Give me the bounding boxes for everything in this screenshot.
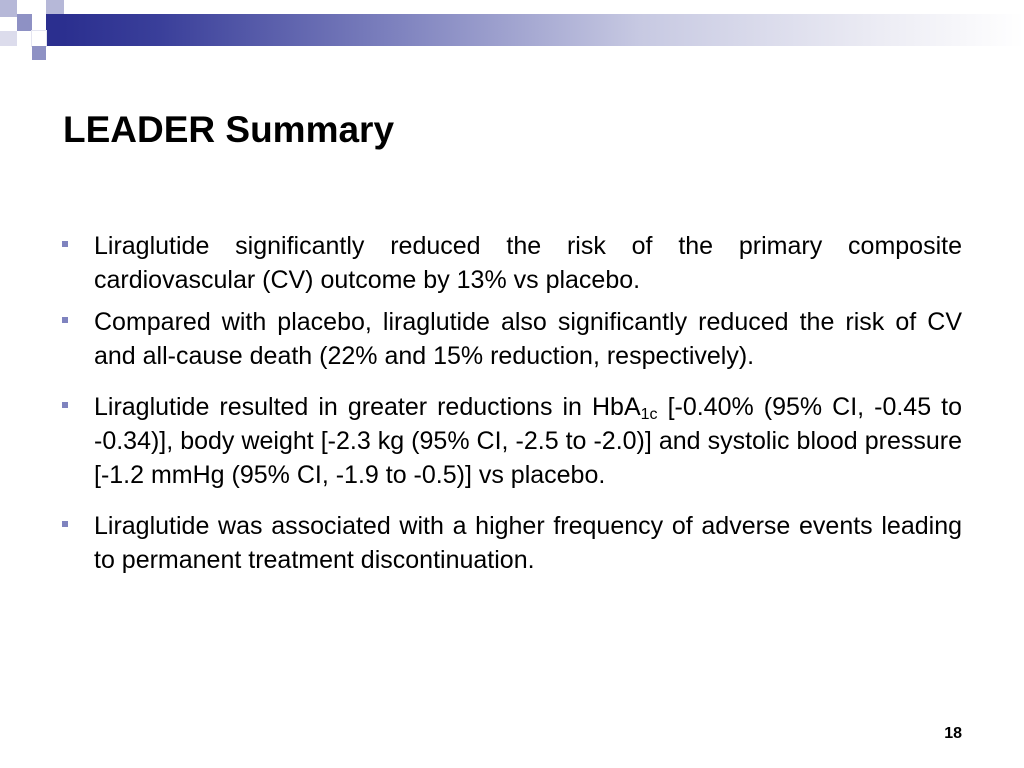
bullet-text-suffix: [-0.40% (95% CI, -0.45 to -0.34)], body weight [-2.3 kg (95% CI, -2.5 to -2.0)] and systolic blood pressure [-1.2 mmHg (95% CI, -1.9 to -0.5)] vs placebo. (94, 393, 963, 489)
bullet-square-icon (62, 241, 68, 247)
decorative-square (32, 46, 46, 60)
bullet-list (62, 229, 962, 577)
bullet-item (62, 229, 962, 297)
decorative-square (46, 14, 64, 46)
bullet-text-prefix: Liraglutide resulted in greater reductions in HbA (94, 393, 641, 421)
slide-title: LEADER Summary (63, 109, 395, 150)
bullet-square-icon (62, 317, 68, 323)
bullet-square-icon (62, 402, 68, 408)
bullet-item (62, 390, 962, 492)
decorative-square (46, 0, 64, 14)
decorative-square (17, 14, 32, 31)
hba1c-subscript: 1c (640, 406, 658, 423)
bullet-text (94, 390, 962, 492)
bullet-item (62, 509, 962, 577)
bullet-item (62, 305, 962, 373)
header-decoration (0, 0, 1024, 60)
bullet-text: Compared with placebo, liraglutide also significantly reduced the risk of CV and all-cause death (22% and 15% reduction, respectively). (94, 308, 962, 370)
bullet-text: Liraglutide significantly reduced the risk of the primary composite cardiovascular (CV) outcome by 13% vs placebo. (94, 232, 962, 294)
decorative-square (32, 31, 46, 46)
decorative-square (0, 0, 17, 17)
page-number: 18 (944, 725, 962, 742)
bullet-square-icon (62, 521, 68, 527)
decorative-square (0, 31, 17, 46)
header-gradient-bar (64, 14, 1024, 46)
bullet-text: Liraglutide was associated with a higher frequency of adverse events leading to permanent treatment discontinuation. (94, 512, 962, 574)
